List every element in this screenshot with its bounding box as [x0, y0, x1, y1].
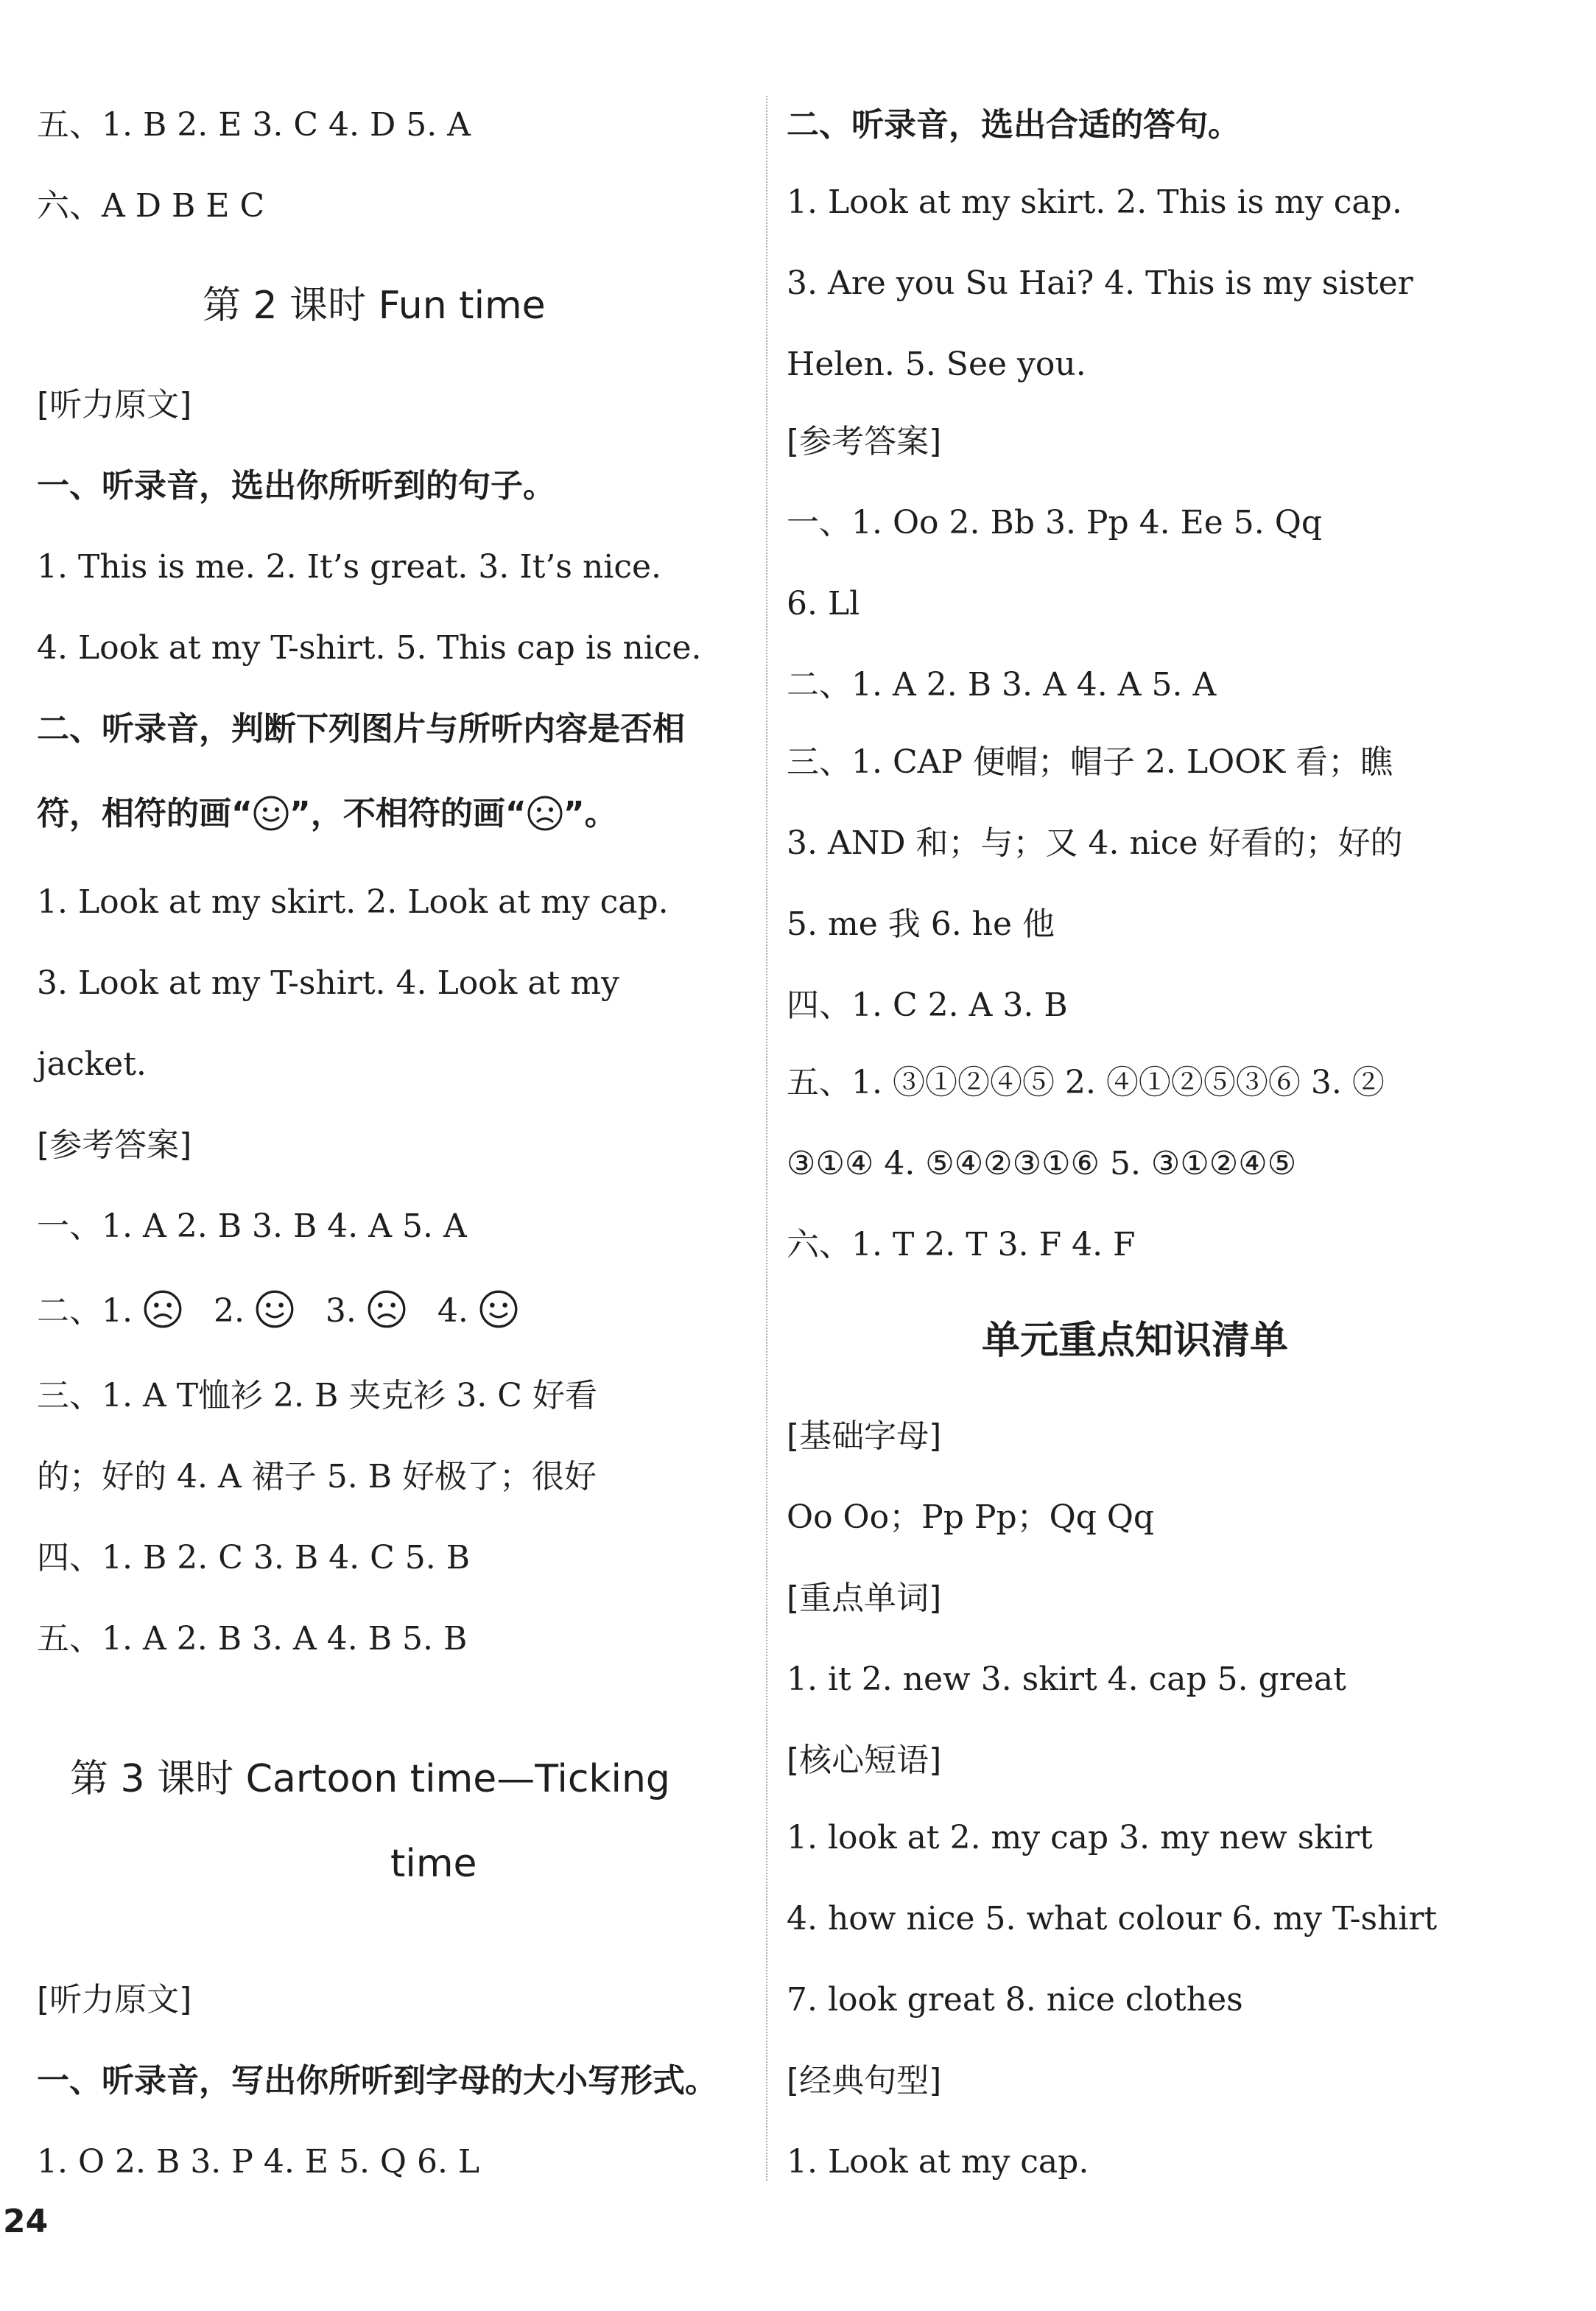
answer-b6: 六、1. T 2. T 3. F 4. F [787, 1226, 1136, 1263]
q2b-line2: 3. Are you Su Hai? 4. This is my sister [787, 264, 1413, 302]
q2b-heading: 二、听录音，选出合适的答句。 [787, 106, 1240, 144]
answer-b1-line1: 一、1. Oo 2. Bb 3. Pp 4. Ee 5. Qq [787, 504, 1323, 541]
answer-tag: [参考答案] [37, 1126, 192, 1164]
q2b-line3: Helen. 5. See you. [787, 346, 1086, 383]
answer-line-6: 六、A D B E C [37, 187, 265, 225]
q2-line2: 3. Look at my T-shirt. 4. Look at my [37, 964, 619, 1002]
q1b-line: 1. O 2. B 3. P 4. E 5. Q 6. L [37, 2143, 480, 2181]
phrases-line1: 1. look at 2. my cap 3. my new skirt [787, 1819, 1373, 1856]
answer-line-5: 五、1. B 2. E 3. C 4. D 5. A [37, 106, 471, 144]
frowning-face-icon [527, 795, 563, 844]
sentences-line1: 1. Look at my cap. [787, 2143, 1089, 2181]
q2-line3: jacket. [37, 1045, 147, 1083]
q1-heading: 一、听录音，选出你所听到的句子。 [37, 467, 555, 505]
script-tag: [听力原文] [37, 386, 192, 424]
smiley-face-icon [479, 1289, 518, 1341]
smiley-face-icon [253, 795, 289, 844]
answer-a2 [37, 1289, 518, 1341]
q1-line2: 4. Look at my T-shirt. 5. This cap is nice. [37, 629, 702, 667]
q2-heading-b [37, 792, 617, 844]
answer-b3-line3: 5. me 我 6. he 他 [787, 905, 1055, 943]
answer-a5: 五、1. A 2. B 3. A 4. B 5. B [37, 1620, 468, 1658]
answer-b2: 二、1. A 2. B 3. A 4. A 5. A [787, 666, 1217, 704]
phrases-line3: 7. look great 8. nice clothes [787, 1981, 1243, 2019]
a2-n4: 4. [437, 1292, 468, 1330]
lesson3-title-b: time [390, 1842, 477, 1886]
script-tag-2: [听力原文] [37, 1981, 192, 2019]
smiley-face-icon [255, 1289, 295, 1341]
page-number: 24 [3, 2203, 49, 2240]
answer-tag-right: [参考答案] [787, 423, 942, 460]
a2-n3: 3. [325, 1292, 356, 1330]
q2-heading-b2: ”，不相符的画“ [289, 795, 527, 832]
frowning-face-icon [143, 1289, 183, 1341]
q2-heading-b1: 符，相符的画“ [37, 795, 253, 832]
answer-b3-line1: 三、1. CAP 便帽；帽子 2. LOOK 看；瞧 [787, 743, 1393, 781]
q1b-heading: 一、听录音，写出你所听到字母的大小写形式。 [37, 2062, 717, 2100]
q2b-line1: 1. Look at my skirt. 2. This is my cap. [787, 183, 1402, 221]
frowning-face-icon [367, 1289, 407, 1341]
unit-summary-title: 单元重点知识清单 [982, 1319, 1289, 1363]
words-tag: [重点单词] [787, 1579, 942, 1617]
a2-prefix: 二、1. [37, 1292, 133, 1330]
lesson3-title-a: 第 3 课时 Cartoon time—Ticking [70, 1757, 670, 1801]
answer-a1: 一、1. A 2. B 3. B 4. A 5. A [37, 1207, 467, 1245]
answer-a4: 四、1. B 2. C 3. B 4. C 5. B [37, 1539, 471, 1577]
phrases-tag: [核心短语] [787, 1742, 942, 1779]
lesson2-title: 第 2 课时 Fun time [203, 284, 546, 328]
answer-b5-line2: ③①④ 4. ⑤④②③①⑥ 5. ③①②④⑤ [787, 1145, 1297, 1182]
a2-n2: 2. [213, 1292, 245, 1330]
phrases-line2: 4. how nice 5. what colour 6. my T-shirt [787, 1900, 1438, 1937]
words-line: 1. it 2. new 3. skirt 4. cap 5. great [787, 1661, 1346, 1698]
q1-line1: 1. This is me. 2. It’s great. 3. It’s nice. [37, 548, 662, 586]
answer-b1-line2: 6. Ll [787, 585, 860, 623]
letters-tag: [基础字母] [787, 1417, 942, 1455]
answer-b5-line1: 五、1. ③①②④⑤ 2. ④①②⑤③⑥ 3. ② [787, 1064, 1385, 1101]
answer-a3-line2: 的；好的 4. A 裙子 5. B 好极了；很好 [37, 1458, 597, 1495]
answer-a3-line1: 三、1. A T恤衫 2. B 夹克衫 3. C 好看 [37, 1377, 597, 1414]
q2-heading-b3: ”。 [563, 795, 617, 832]
answer-b4: 四、1. C 2. A 3. B [787, 986, 1068, 1024]
column-divider [766, 96, 767, 2181]
letters-line: Oo Oo；Pp Pp；Qq Qq [787, 1498, 1155, 1536]
q2-heading-a: 二、听录音，判断下列图片与所听内容是否相 [37, 710, 685, 748]
answer-b3-line2: 3. AND 和；与；又 4. nice 好看的；好的 [787, 824, 1403, 862]
q2-line1: 1. Look at my skirt. 2. Look at my cap. [37, 883, 669, 921]
sentences-tag: [经典句型] [787, 2062, 942, 2100]
